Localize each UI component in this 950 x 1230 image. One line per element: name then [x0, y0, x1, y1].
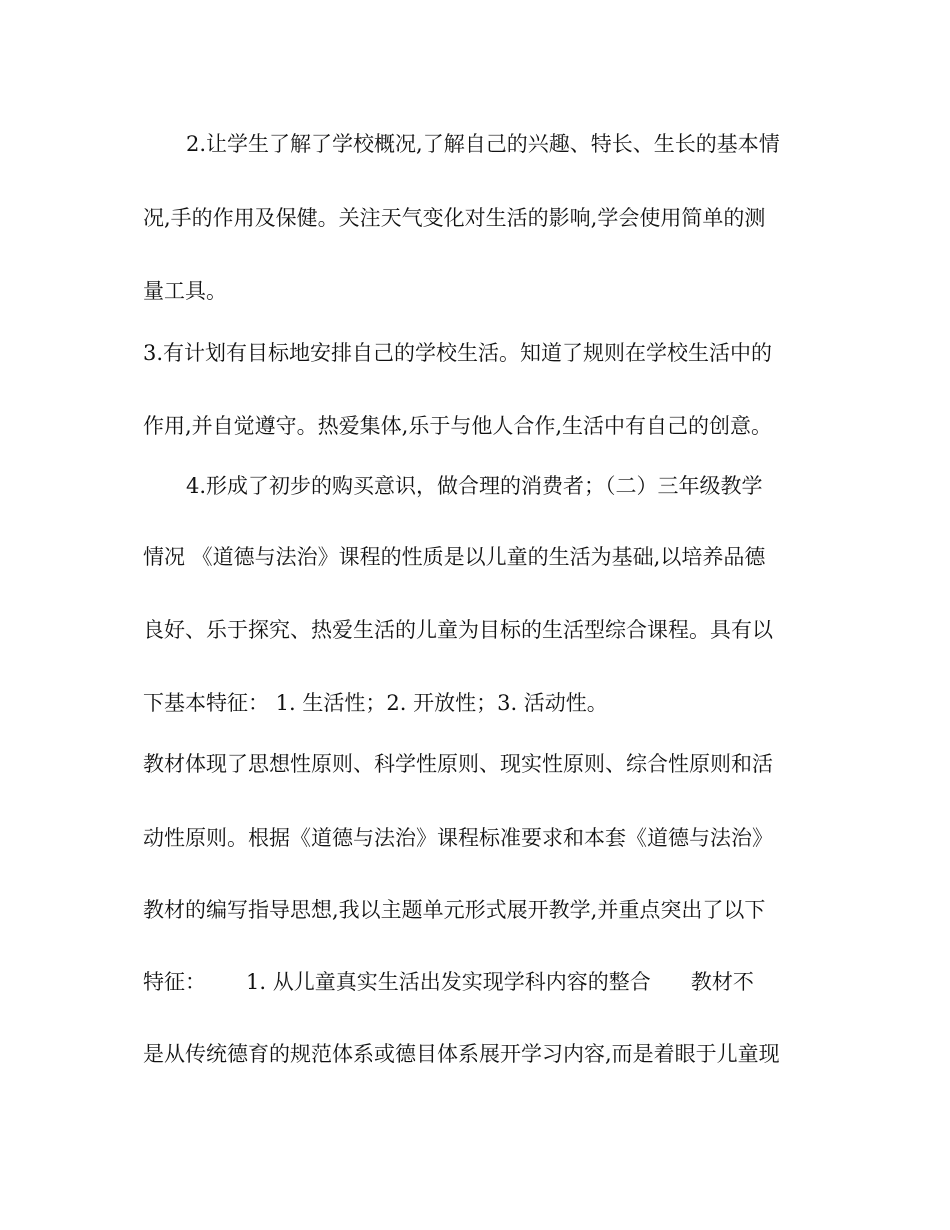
paragraph-4-line-2: 情况 《道德与法治》课程的性质是以儿童的生活为基础,以培养品德 — [143, 545, 766, 569]
paragraph-2-line-2: 况,手的作用及保健。关注天气变化对生活的影响,学会使用简单的测 — [143, 206, 766, 230]
paragraph-4-line-3: 良好、乐于探究、热爱生活的儿童为目标的生活型综合课程。具有以 — [143, 618, 773, 642]
paragraph-5-line-4: 特征： 1. 从儿童真实生活出发实现学科内容的整合 教材不 — [143, 970, 754, 994]
paragraph-3-line-1: 3.有计划有目标地安排自己的学校生活。知道了规则在学校生活中的 — [143, 341, 773, 365]
paragraph-4-line-4: 下基本特征： 1. 生活性；2. 开放性；3. 活动性。 — [143, 691, 608, 715]
paragraph-4-line-1: 4.形成了初步的购买意识，做合理的消费者；（二）三年级教学 — [186, 474, 763, 498]
paragraph-5-line-2: 动性原则。根据《道德与法治》课程标准要求和本套《道德与法治》 — [143, 826, 773, 850]
paragraph-3-line-2: 作用,并自觉遵守。热爱集体,乐于与他人合作,生活中有自己的创意。 — [143, 414, 773, 438]
paragraph-2-line-3: 量工具。 — [143, 279, 227, 303]
paragraph-5-line-3: 教材的编写指导思想,我以主题单元形式展开教学,并重点突出了以下 — [143, 898, 766, 922]
paragraph-5-line-1: 教材体现了思想性原则、科学性原则、现实性原则、综合性原则和活 — [143, 752, 773, 776]
paragraph-5-line-5: 是从传统德育的规范体系或德目体系展开学习内容,而是着眼于儿童现 — [143, 1042, 780, 1066]
paragraph-2-line-1: 2.让学生了解了学校概况,了解自己的兴趣、特长、生长的基本情 — [186, 132, 780, 156]
